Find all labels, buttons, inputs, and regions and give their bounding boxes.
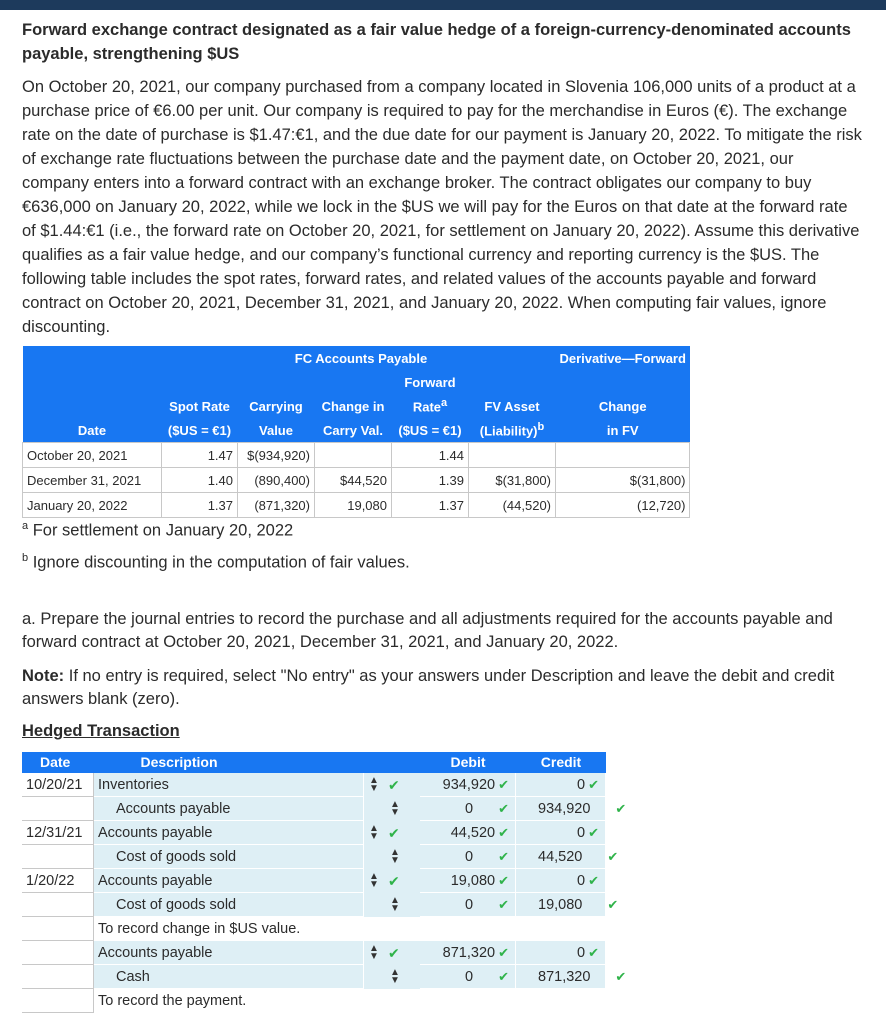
problem-intro: On October 20, 2021, our company purchased from a company located in Slovenia 106,000 units of a product at a purchase price of €6.00 per unit. Our company is required to pay for the merchandise in Euros (€). The exchange rate on the date of purchase is $1.47:€1, and the due date for our payment is January 20, 2022. To mitigate the risk of exchange rate fluctuations between the purchase date and the payment date, on October 20, 2021, our company enters into a forward contract with an exchange broker. The contract obligates our company to buy €636,000 on January 20, 2022, while we lock in the $US we will pay for the Euros on that date at the forward rate of $1.44:€1 (i.e., the forward rate on October 20, 2021, for settlement on January 20, 2022). Assume this derivative qualifies as a fair value hedge, and our company’s functional currency and reporting currency is the $US. The following table includes the spot rates, forward rates, and related values of the accounts payable and forward contract on October 20, 2021, December 31, 2021, and January 20, 2022. When computing fair values, ignore discounting.: [22, 78, 862, 336]
check-icon: ✔: [615, 969, 627, 984]
problem-text: [22, 18, 864, 339]
check-icon: ✔: [588, 945, 599, 960]
rates-row: January 20, 2022 1.37 (871,320) 19,080 1.37 (44,520) (12,720): [23, 493, 690, 518]
check-icon: ✔: [498, 897, 509, 912]
select-arrows-icon[interactable]: ▲ ▼: [369, 943, 379, 962]
credit-input[interactable]: 0 ✔: [516, 941, 606, 965]
h-chg-2: in FV: [556, 418, 690, 443]
journal-h-debit: Debit: [450, 754, 486, 770]
check-icon: ✔: [388, 873, 400, 889]
description-select[interactable]: Accounts payable: [94, 797, 364, 821]
check-icon: ✔: [607, 849, 619, 864]
description-select[interactable]: Accounts payable: [94, 869, 364, 893]
rates-row: December 31, 2021 1.40 (890,400) $44,520 1.39 $(31,800) $(31,800): [23, 468, 690, 493]
credit-input[interactable]: 19,080 ✔: [516, 893, 606, 917]
note: [22, 665, 864, 711]
journal-h-date: Date: [40, 754, 71, 770]
credit-input[interactable]: 44,520 ✔: [516, 845, 606, 869]
credit-input[interactable]: 0 ✔: [516, 773, 606, 797]
h-forward-3: ($US = €1): [392, 418, 469, 443]
h-carry-2: Value: [238, 418, 315, 443]
group-deriv-header: Derivative—Forward: [556, 346, 690, 370]
memo-text: To record the payment.: [94, 989, 414, 1013]
credit-input[interactable]: 934,920 ✔: [516, 797, 606, 821]
check-icon: ✔: [388, 777, 400, 793]
description-select[interactable]: Accounts payable: [94, 821, 364, 845]
h-date: Date: [23, 418, 162, 443]
h-spot-2: ($US = €1): [162, 418, 238, 443]
select-arrows-icon[interactable]: ▲ ▼: [369, 871, 379, 890]
h-forward-2: Rate: [412, 399, 442, 415]
check-icon: ✔: [588, 777, 599, 792]
rates-row: October 20, 2021 1.47 $(934,920) 1.44: [23, 443, 690, 468]
footnote-a: $^a$ For settlement on January 20, 2022: [22, 520, 294, 540]
check-icon: ✔: [498, 873, 509, 888]
footnote-b: $^b$ Ignore discounting in the computation of fair values.: [22, 552, 410, 572]
description-select[interactable]: Cost of goods sold: [94, 893, 364, 917]
h-fv-sup: b: [537, 421, 545, 434]
journal-memo-row: [22, 917, 606, 941]
debit-input[interactable]: 934,920 ✔: [420, 773, 516, 797]
journal-header: [22, 752, 606, 773]
check-icon: ✔: [607, 897, 619, 912]
journal-row: 12/31/21 Accounts payable ▲ ▼ ✔ 44,520 ✔ 0 ✔: [22, 821, 606, 845]
note-text: If no entry is required, select "No entry" as your answers under Description and leave the debit and credit answers blank (zero).: [22, 667, 835, 708]
journal-row: 10/20/21 Inventories ▲ ▼ ✔ 934,920 ✔ 0 ✔: [22, 773, 606, 797]
h-chg-1: Change: [556, 394, 690, 418]
journal-row: [22, 941, 606, 965]
description-select[interactable]: Cash: [94, 965, 364, 989]
check-icon: ✔: [588, 873, 599, 888]
credit-input[interactable]: 0 ✔: [516, 869, 606, 893]
section-title: Hedged Transaction: [22, 722, 180, 740]
debit-input[interactable]: 0 ✔: [420, 845, 516, 869]
description-select[interactable]: Inventories: [94, 773, 364, 797]
check-icon: ✔: [388, 945, 400, 961]
journal-table: [22, 752, 627, 1013]
check-icon: ✔: [615, 801, 627, 816]
select-arrows-icon[interactable]: ▲ ▼: [390, 847, 400, 866]
journal-h-desc: Description: [140, 754, 218, 770]
check-icon: ✔: [498, 945, 509, 960]
select-arrows-icon[interactable]: ▲ ▼: [390, 967, 400, 986]
h-carry-1: Carrying: [238, 394, 315, 418]
problem-title: Forward exchange contract designated as a fair value hedge of a foreign-currency-denominated accounts payable, strengthening $US: [22, 21, 851, 63]
description-select[interactable]: Accounts payable: [94, 941, 364, 965]
debit-input[interactable]: 0 ✔: [420, 893, 516, 917]
select-arrows-icon[interactable]: ▲ ▼: [390, 895, 400, 914]
journal-row: 1/20/22 Accounts payable ▲ ▼ ✔ 19,080 ✔ 0 ✔: [22, 869, 606, 893]
journal-h-credit: Credit: [540, 754, 582, 770]
check-icon: ✔: [498, 825, 509, 840]
question-a: a. Prepare the journal entries to record the purchase and all adjustments required for the accounts payable and forward contract at October 20, 2021, December 31, 2021, and January 20, 2022.: [22, 610, 833, 651]
select-arrows-icon[interactable]: ▲ ▼: [390, 799, 400, 818]
h-fv-1: FV Asset: [469, 394, 556, 418]
h-change-1: Change in: [315, 394, 392, 418]
check-icon: ✔: [498, 969, 509, 984]
description-select[interactable]: Cost of goods sold: [94, 845, 364, 869]
select-arrows-icon[interactable]: ▲ ▼: [369, 775, 379, 794]
h-change-2: Carry Val.: [315, 418, 392, 443]
journal-memo-row: [22, 989, 606, 1013]
group-fc-header: FC Accounts Payable: [238, 346, 469, 370]
h-forward-sup: a: [441, 397, 448, 410]
h-forward-1: Forward: [392, 370, 469, 394]
debit-input[interactable]: 0 ✔: [420, 965, 516, 989]
credit-input[interactable]: 871,320 ✔: [516, 965, 606, 989]
check-icon: ✔: [498, 777, 509, 792]
h-fv-2: (Liability): [479, 423, 538, 439]
debit-input[interactable]: 871,320 ✔: [420, 941, 516, 965]
journal-row: [22, 797, 627, 821]
top-bar: [0, 0, 886, 10]
debit-input[interactable]: 19,080 ✔: [420, 869, 516, 893]
debit-input[interactable]: 0 ✔: [420, 797, 516, 821]
check-icon: ✔: [498, 849, 509, 864]
note-label: Note:: [22, 667, 65, 685]
rates-table: [22, 346, 690, 518]
journal-row: [22, 965, 627, 989]
credit-input[interactable]: 0 ✔: [516, 821, 606, 845]
journal-row: [22, 893, 619, 917]
check-icon: ✔: [588, 825, 599, 840]
debit-input[interactable]: 44,520 ✔: [420, 821, 516, 845]
check-icon: ✔: [498, 801, 509, 816]
check-icon: ✔: [388, 825, 400, 841]
memo-text: To record change in $US value.: [94, 917, 414, 941]
select-arrows-icon[interactable]: ▲ ▼: [369, 823, 379, 842]
journal-row: [22, 845, 619, 869]
h-spot-1: Spot Rate: [162, 394, 238, 418]
